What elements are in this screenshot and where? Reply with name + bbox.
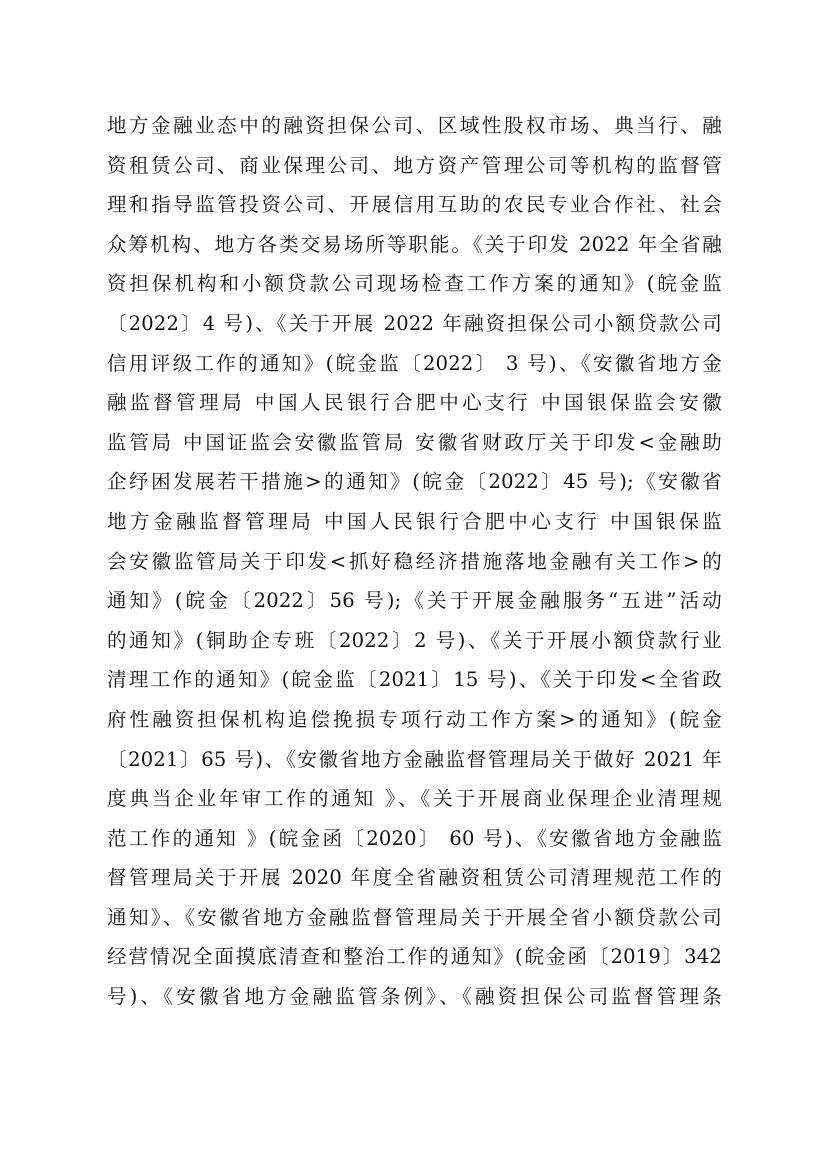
text-line: 通知》、《安徽省地方金融监督管理局关于开展全省小额贷款公司 <box>107 905 722 929</box>
text-line: 府性融资担保机构追偿挽损专项行动工作方案>的通知》(皖金 <box>107 707 722 731</box>
text-line: 通知》(皖金〔2022〕56 号);《关于开展金融服务“五进”活动 <box>107 589 722 613</box>
text-line: 众筹机构、地方各类交易场所等职能。《关于印发 2022 年全省融 <box>107 232 722 256</box>
text-line: 号)、《安徽省地方金融监管条例》、《融资担保公司监督管理条 <box>107 985 722 1009</box>
text-line: 督管理局关于开展 2020 年度全省融资租赁公司清理规范工作的 <box>107 866 722 890</box>
text-line: 资租赁公司、商业保理公司、地方资产管理公司等机构的监督管 <box>107 153 722 177</box>
text-line: 资担保机构和小额贷款公司现场检查工作方案的通知》(皖金监 <box>107 272 722 296</box>
text-line: 度典当企业年审工作的通知 》、《关于开展商业保理企业清理规 <box>107 787 722 811</box>
text-line: 理和指导监管投资公司、开展信用互助的农民专业合作社、社会 <box>107 193 722 217</box>
text-line: 监管局 中国证监会安徽监管局 安徽省财政厅关于印发<金融助 <box>107 430 722 454</box>
text-line: 经营情况全面摸底清查和整治工作的通知》(皖金函〔2019〕342 <box>107 945 722 969</box>
text-line: 清理工作的通知》(皖金监〔2021〕15 号)、《关于印发<全省政 <box>107 668 722 692</box>
text-line: 范工作的通知 》(皖金函〔2020〕 60 号)、《安徽省地方金融监 <box>107 826 722 850</box>
text-line: 〔2022〕4 号)、《关于开展 2022 年融资担保公司小额贷款公司 <box>107 311 722 335</box>
text-line: 地方金融监督管理局 中国人民银行合肥中心支行 中国银保监 <box>107 509 722 533</box>
body-paragraph <box>107 106 722 1017</box>
text-line: 信用评级工作的通知》(皖金监〔2022〕 3 号)、《安徽省地方金 <box>107 351 722 375</box>
text-line: 〔2021〕65 号)、《安徽省地方金融监督管理局关于做好 2021 年 <box>107 747 722 771</box>
text-line: 企纾困发展若干措施>的通知》(皖金〔2022〕45 号);《安徽省 <box>107 470 722 494</box>
text-line: 地方金融业态中的融资担保公司、区域性股权市场、典当行、融 <box>107 114 722 137</box>
text-line: 的通知》(铜助企专班〔2022〕2 号)、《关于开展小额贷款行业 <box>107 628 722 652</box>
text-line: 会安徽监管局关于印发<抓好稳经济措施落地金融有关工作>的 <box>107 549 722 573</box>
text-line: 融监督管理局 中国人民银行合肥中心支行 中国银保监会安徽 <box>107 391 722 415</box>
